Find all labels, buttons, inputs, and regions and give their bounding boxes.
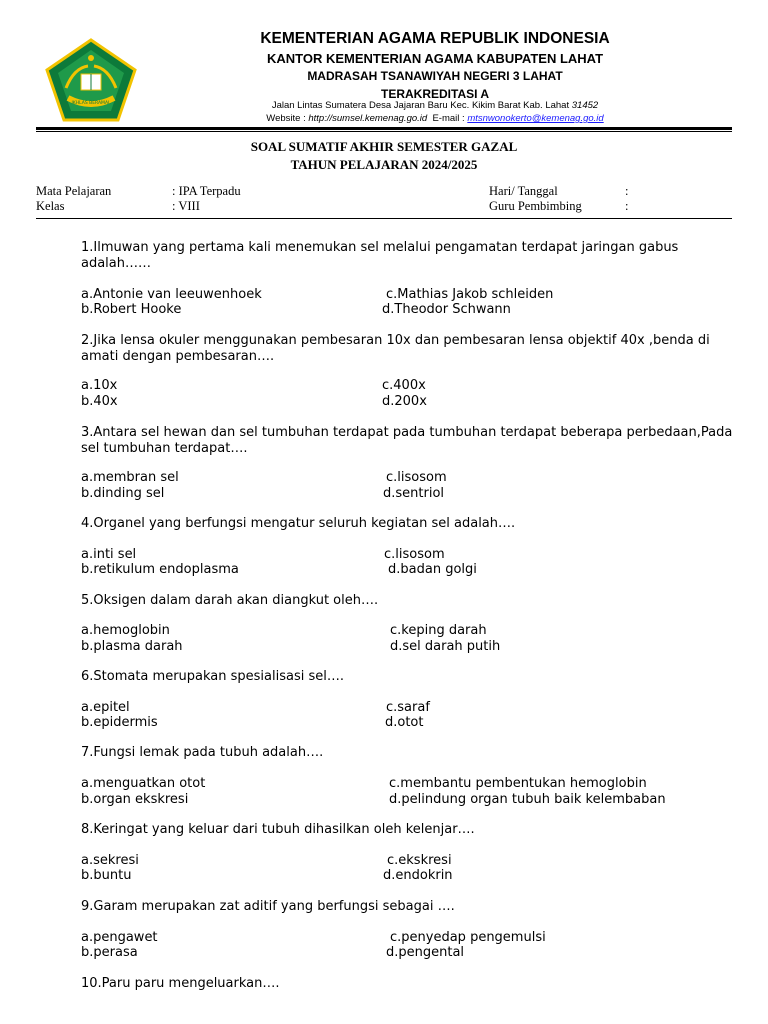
q6-option-d: d.otot (385, 715, 424, 730)
q1-option-d: d.Theodor Schwann (382, 302, 511, 317)
q8-option-a: a.sekresi (81, 853, 139, 868)
q9-option-a: a.pengawet (81, 930, 158, 945)
q2-option-c: c.400x (382, 378, 426, 393)
ministry-name: KEMENTERIAN AGAMA REPUBLIK INDONESIA (260, 30, 610, 47)
subject-label: Mata Pelajaran (36, 184, 112, 198)
q6-option-a: a.epitel (81, 700, 130, 715)
question-1: 1.Ilmuwan yang pertama kali menemukan sel melalui pengamatan terdapat jaringan gabus adalah…… (81, 240, 679, 271)
q8-option-c: c.ekskresi (387, 853, 452, 868)
teacher-label: Guru Pembimbing (489, 199, 582, 213)
question-5: 5.Oksigen dalam darah akan diangkut oleh…. (81, 593, 379, 608)
question-3: 3.Antara sel hewan dan sel tumbuhan terdapat pada tumbuhan terdapat beberapa perbedaan,Pada sel tumbuhan terdapat…. (81, 425, 733, 456)
exam-year: TAHUN PELAJARAN 2024/2025 (290, 157, 478, 172)
q3-option-c: c.lisosom (386, 470, 447, 485)
school-address (140, 100, 730, 111)
q6-option-b: b.epidermis (81, 715, 158, 730)
date-value: : (625, 184, 629, 198)
q1-option-b: b.Robert Hooke (81, 302, 182, 317)
q7-option-d: d.pelindung organ tubuh baik kelembaban (389, 792, 666, 807)
class-value: : VIII (172, 199, 200, 213)
subject-value: : IPA Terpadu (172, 184, 241, 198)
q3-option-a: a.membran sel (81, 470, 179, 485)
website-label: Website : (266, 113, 306, 124)
q3-option-d: d.sentriol (383, 486, 445, 501)
q1-option-a: a.Antonie van leeuwenhoek (81, 287, 262, 302)
school-name: MADRASAH TSANAWIYAH NEGERI 3 LAHAT (307, 69, 563, 83)
q2-option-b: b.40x (81, 394, 118, 409)
q7-option-a: a.menguatkan otot (81, 776, 206, 791)
q5-option-a: a.hemoglobin (81, 623, 170, 638)
q6-option-c: c.saraf (386, 700, 430, 715)
q8-option-d: d.endokrin (383, 868, 453, 883)
q9-option-b: b.perasa (81, 945, 138, 960)
exam-title: SOAL SUMATIF AKHIR SEMESTER GAZAL (250, 139, 518, 154)
q5-option-b: b.plasma darah (81, 639, 183, 654)
q7-option-b: b.organ ekskresi (81, 792, 189, 807)
office-name: KANTOR KEMENTERIAN AGAMA KABUPATEN LAHAT (266, 51, 604, 66)
question-4: 4.Organel yang berfungsi mengatur seluruh kegiatan sel adalah…. (81, 516, 516, 531)
q7-option-c: c.membantu pembentukan hemoglobin (389, 776, 647, 791)
email-link[interactable]: mtsnwonokerto@kemenag.go.id (467, 113, 604, 124)
q3-option-b: b.dinding sel (81, 486, 165, 501)
q4-option-c: c.lisosom (384, 547, 445, 562)
header-rule-thick (36, 127, 732, 130)
address-text: Jalan Lintas Sumatera Desa Jajaran Baru Kec. Kikim Barat Kab. Lahat (271, 100, 570, 111)
q5-option-c: c.keping darah (390, 623, 487, 638)
question-10: 10.Paru paru mengeluarkan…. (81, 976, 280, 991)
q4-option-d: d.badan golgi (388, 562, 477, 577)
q4-option-b: b.retikulum endoplasma (81, 562, 239, 577)
question-6: 6.Stomata merupakan spesialisasi sel…. (81, 669, 345, 684)
header-rule-thin (36, 131, 732, 132)
email-label: E-mail : (432, 113, 465, 124)
teacher-value: : (625, 199, 629, 213)
date-label: Hari/ Tanggal (489, 184, 558, 198)
info-rule (36, 218, 732, 219)
q2-option-d: d.200x (382, 394, 427, 409)
logo-motto: IKHLAS BERAMAL (71, 101, 111, 106)
question-7: 7.Fungsi lemak pada tubuh adalah…. (81, 745, 324, 760)
q9-option-d: d.pengental (386, 945, 465, 960)
q4-option-a: a.inti sel (81, 547, 137, 562)
q9-option-c: c.penyedap pengemulsi (390, 930, 546, 945)
website-link[interactable]: http://sumsel.kemenag.go.id (308, 113, 428, 124)
q5-option-d: d.sel darah putih (390, 639, 501, 654)
question-2: 2.Jika lensa okuler menggunakan pembesaran 10x dan pembesaran lensa objektif 40x ,benda di amati dengan pembesaran…. (81, 333, 710, 364)
q1-option-c: c.Mathias Jakob schleiden (386, 287, 554, 302)
accreditation: TERAKREDITASI A (381, 87, 489, 101)
q2-option-a: a.10x (81, 378, 118, 393)
kemenag-logo (44, 38, 138, 122)
question-9: 9.Garam merupakan zat aditif yang berfungsi sebagai …. (81, 899, 455, 914)
question-8: 8.Keringat yang keluar dari tubuh dihasilkan oleh kelenjar…. (81, 822, 475, 837)
q8-option-b: b.buntu (81, 868, 132, 883)
contact-line (140, 113, 730, 124)
class-label: Kelas (36, 199, 65, 213)
postal-code: 31452 (571, 100, 599, 111)
